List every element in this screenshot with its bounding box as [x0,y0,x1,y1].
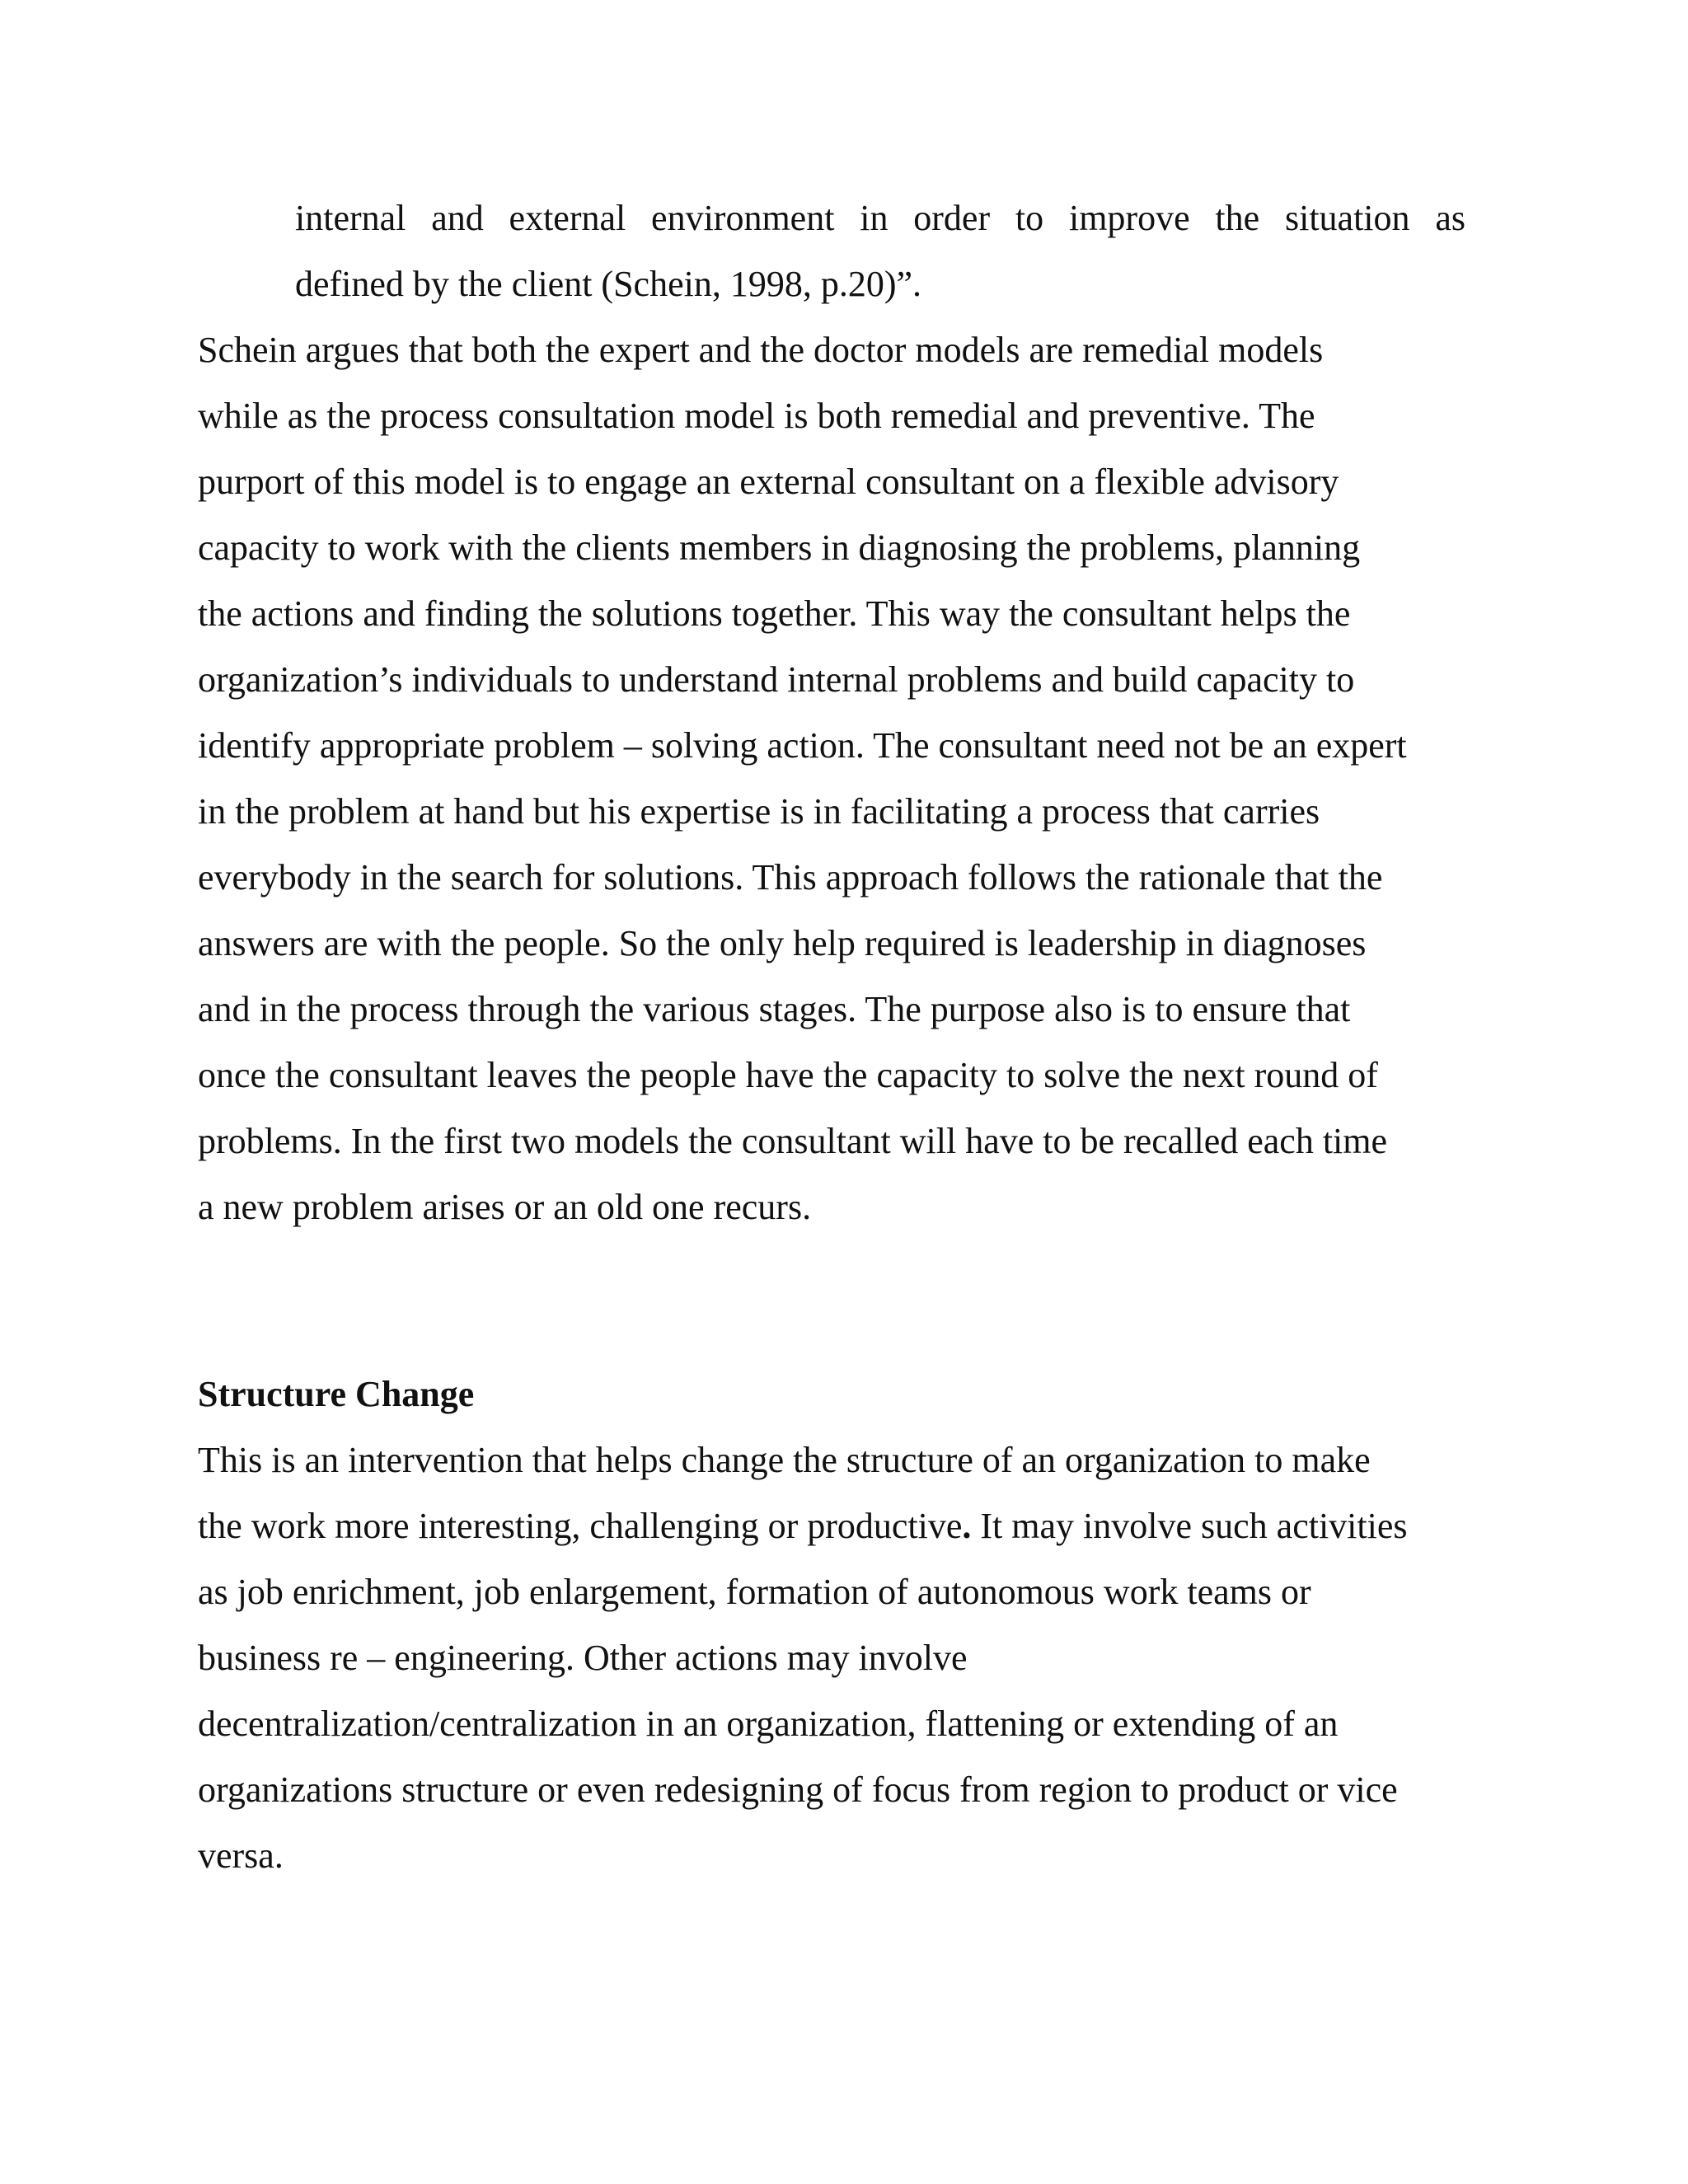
section-line-3: as job enrichment, job enlargement, formation of autonomous work teams or [198,1572,1311,1612]
paragraph-1-line-3: purport of this model is to engage an external consultant on a flexible advisory [198,462,1339,502]
paragraph-1-line-2: while as the process consultation model is both remedial and preventive. The [198,396,1315,436]
section-line-2-continuation: It may involve such activities [971,1506,1408,1546]
quote-line-1: internal and external environment in order to improve the situation as [295,198,1465,238]
paragraph-1-line-14: a new problem arises or an old one recurs. [198,1187,812,1227]
paragraph-1-line-1: Schein argues that both the expert and the doctor models are remedial models [198,330,1324,370]
section-line-7: versa. [198,1835,284,1876]
quote-line-2: defined by the client (Schein, 1998, p.20)”. [295,264,922,304]
paragraph-1-line-8: in the problem at hand but his expertise is in facilitating a process that carries [198,791,1320,832]
section-line-2-bold-period: . [962,1506,972,1546]
section-line-2 [198,1493,1408,1559]
paragraph-1-line-12: once the consultant leaves the people have the capacity to solve the next round of [198,1055,1378,1095]
section-line-4: business re – engineering. Other actions may involve [198,1638,968,1678]
paragraph-1-line-9: everybody in the search for solutions. This approach follows the rationale that the [198,857,1383,898]
paragraph-1-line-4: capacity to work with the clients members in diagnosing the problems, planning [198,527,1361,568]
paragraph-1-line-5: the actions and finding the solutions together. This way the consultant helps the [198,593,1351,634]
paragraph-1-line-6: organization’s individuals to understand internal problems and build capacity to [198,659,1355,700]
paragraph-1-line-10: answers are with the people. So the only help required is leadership in diagnoses [198,923,1367,963]
paragraph-1-line-11: and in the process through the various stages. The purpose also is to ensure that [198,989,1351,1029]
section-line-6: organizations structure or even redesigning of focus from region to product or vice [198,1769,1398,1810]
section-heading: Structure Change [198,1374,475,1414]
paragraph-1-line-7: identify appropriate problem – solving action. The consultant need not be an expert [198,725,1407,766]
section-line-5: decentralization/centralization in an organization, flattening or extending of an [198,1704,1339,1744]
paragraph-1-line-13: problems. In the first two models the consultant will have to be recalled each time [198,1121,1388,1161]
section-line-1: This is an intervention that helps change the structure of an organization to make [198,1440,1371,1480]
section-line-2-text: the work more interesting, challenging or productive [198,1506,963,1546]
